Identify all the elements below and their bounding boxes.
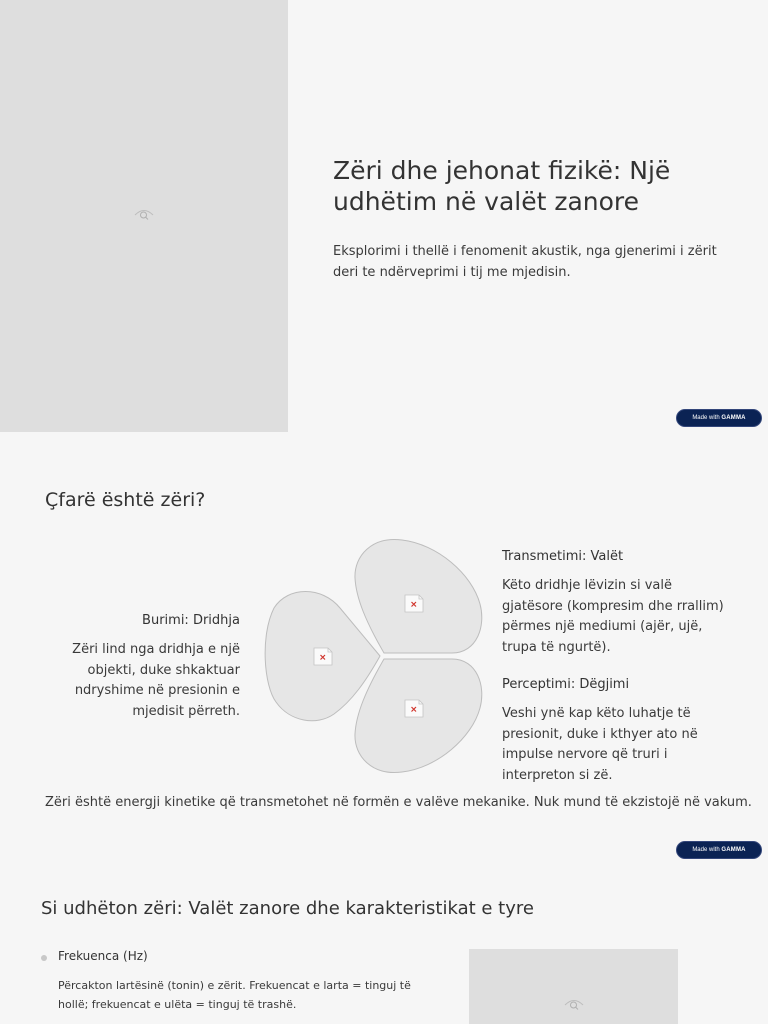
summary-text: Zëri është energji kinetike që transmetohet në formën e valëve mekanike. Nuk mund të ekzistojë në vakum. <box>45 795 752 810</box>
transmission-block <box>502 548 732 659</box>
made-with-gamma-badge[interactable] <box>676 409 762 427</box>
perception-block <box>502 676 732 787</box>
section-title: Çfarë është zëri? <box>45 489 206 511</box>
title-slide <box>0 0 768 432</box>
badge-brand: GAMMA <box>721 847 746 853</box>
bullet-body: Përcakton lartësinë (tonin) e zërit. Frekuencat e larta = tinguj të hollë; frekuencat e ulëta = tinguj të trashë. <box>58 979 411 1011</box>
badge-prefix: Made with <box>692 847 720 853</box>
perception-heading: Perceptimi: Dëgjimi <box>502 677 630 692</box>
section-title: Si udhëton zëri: Valët zanore dhe karakteristikat e tyre <box>41 898 534 919</box>
hero-image-placeholder <box>0 0 288 432</box>
broken-image-icon <box>405 700 423 717</box>
badge-prefix: Made with <box>692 415 720 421</box>
page-title: Zëri dhe jehonat fizikë: Një udhëtim në valët zanore <box>333 156 671 216</box>
source-body: Zëri lind nga dridhja e një objekti, duke shkaktuar ndryshime në presionin e mjedisit përreth. <box>72 642 240 720</box>
transmission-body: Këto dridhje lëvizin si valë gjatësore (kompresim dhe rrallim) përmes një mediumi (ajër, ujë, trupa të ngurtë). <box>502 578 724 656</box>
perception-body: Veshi ynë kap këto luhatje të presionit, duke i kthyer ato në impulse nervore që truri i interpreton si zë. <box>502 706 698 784</box>
transmission-heading: Transmetimi: Valët <box>502 549 624 564</box>
bullet-dot <box>41 955 47 961</box>
image-placeholder-icon <box>564 996 584 1012</box>
image-placeholder-icon <box>134 206 154 222</box>
made-with-gamma-badge[interactable] <box>676 841 762 859</box>
broken-image-icon <box>405 595 423 612</box>
badge-brand: GAMMA <box>721 415 746 421</box>
bullet-heading: Frekuenca (Hz) <box>58 949 148 963</box>
source-heading: Burimi: Dridhja <box>142 613 240 628</box>
image-placeholder <box>469 949 678 1024</box>
source-block <box>60 612 240 723</box>
three-petal-diagram <box>262 536 486 776</box>
broken-image-icon <box>314 648 332 665</box>
page-subtitle: Eksplorimi i thellë i fenomenit akustik, nga gjenerimi i zërit deri te ndërveprimi i tij me mjedisin. <box>333 244 717 280</box>
